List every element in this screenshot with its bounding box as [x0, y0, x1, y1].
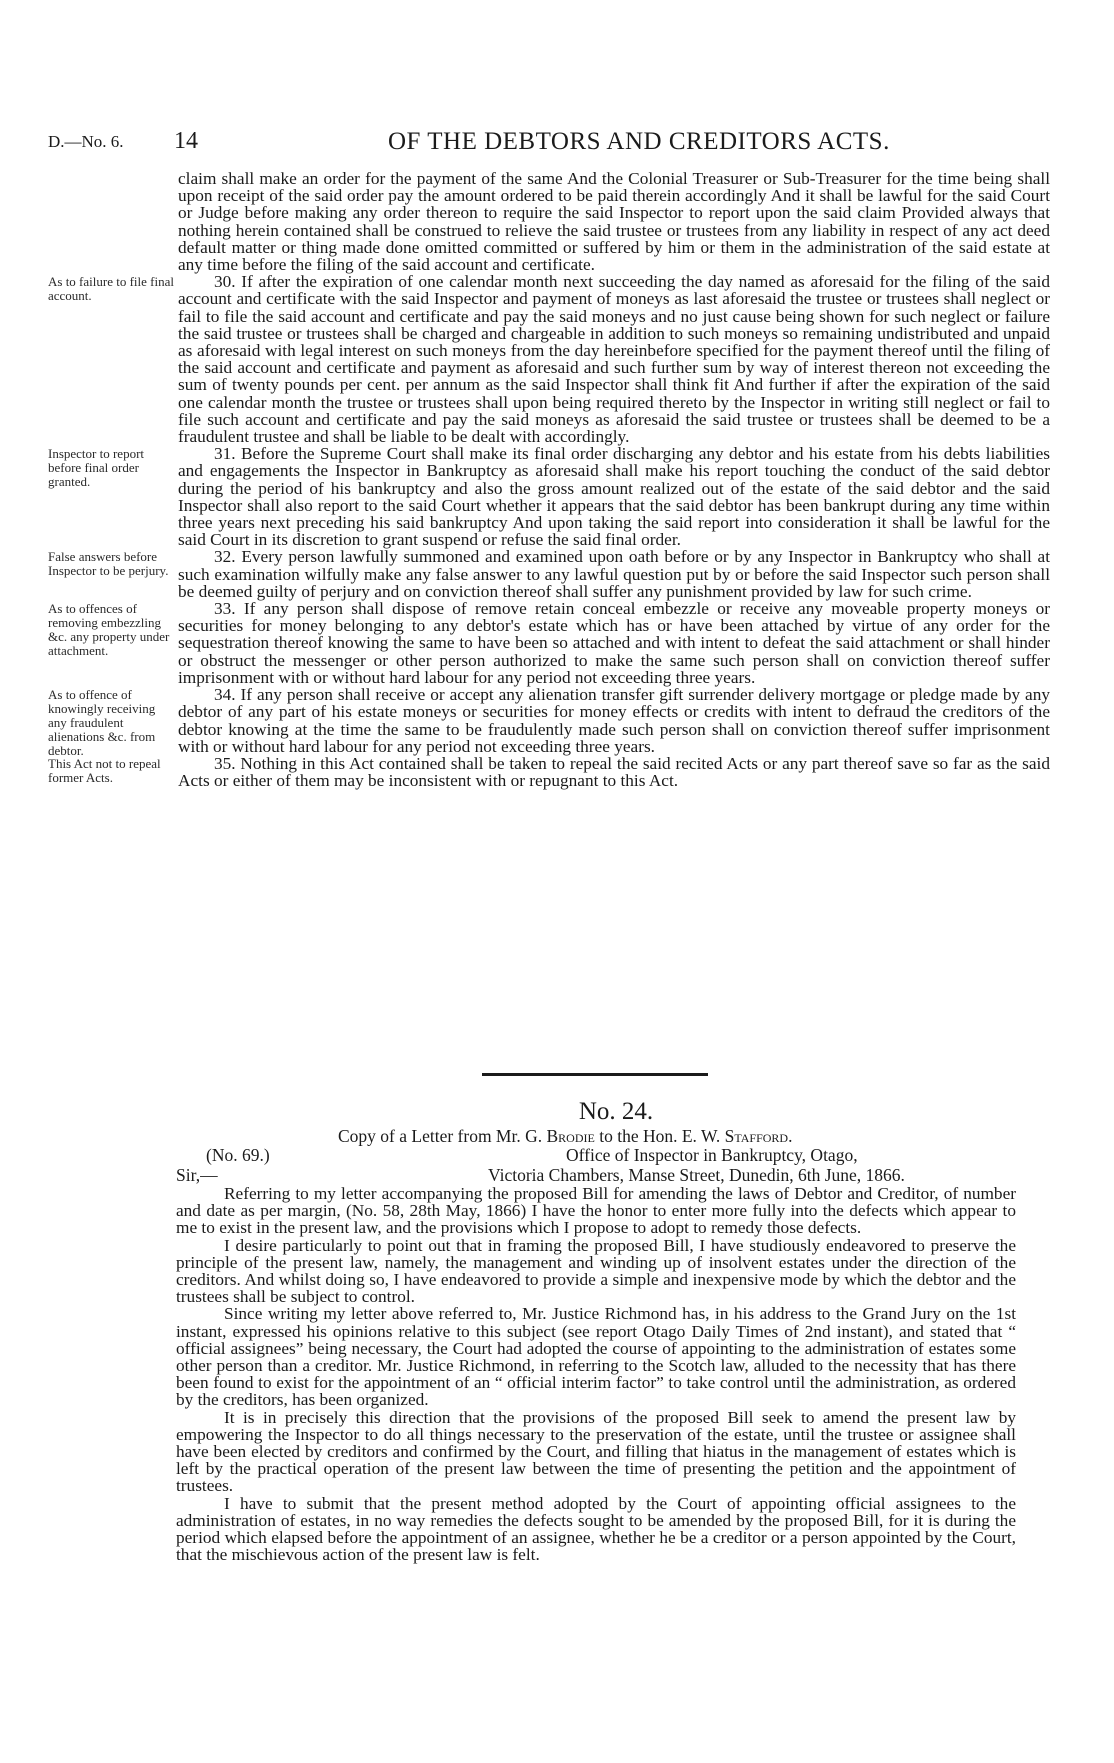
- heading-text: to the Hon. E. W.: [599, 1126, 721, 1146]
- section-text: claim shall make an order for the payment of the same And the Colonial Treasurer or Sub-Treasurer for the time being shall upon receipt of the said order pay the amount ordered to be paid therein accordingly And it shall be lawful for the said Court or Judge before making any order thereon to require the said Inspector to report upon the said claim Provided always that nothing herein contained shall be construed to relieve the said trustee or trustees from any liability in respect of any act deed default matter or thing made done omitted committed or suffered by him or them in the administration of the said estate at any time before the filing of the said account and certificate.: [178, 169, 1050, 275]
- section-32: [48, 548, 1058, 600]
- document-reference: D.—No. 6.: [48, 132, 124, 151]
- letter-office-line: [176, 1145, 1016, 1165]
- letter-paragraph: I desire particularly to point out that in framing the proposed Bill, I have studiously endeavored to preserve the principle of the present law, namely, the management and winding up of insolvent estates under the direction of the creditors. And whilst doing so, I have endeavored to provide a simple and inexpensive mode by which the debtor and the trustees shall be subject to control.: [176, 1235, 1016, 1307]
- section-text: 32. Every person lawfully summoned and examined upon oath before or by any Inspector in Bankruptcy who shall at such examination wilfully make any false answer to any lawful question put by or before the said Inspector such person shall be deemed guilty of perjury and on conviction thereof shall suffer any punishment provided by law for such crime.: [178, 547, 1050, 601]
- marginal-note: As to offences of removing embezzling &c. any property under attachment.: [48, 601, 170, 659]
- section-divider: [482, 1073, 708, 1076]
- letter-address-line: [176, 1165, 1016, 1185]
- section-text: 30. If after the expiration of one calendar month next succeeding the day named as aforesaid for the filing of the said account and certificate with the said Inspector and payment of moneys as last aforesaid the trustee or trustees shall neglect or fail to file the said account and certificate and pay the said moneys and no just cause being shown for such neglect or failure the said trustee or trustees shall be charged and chargeable in addition to such moneys so remaining undistributed and unpaid as aforesaid with legal interest on such moneys from the day hereinbefore specified for the payment thereof until the filing of the said account and certificate and payment as aforesaid and such further sum by way of interest thereon not exceeding the sum of twenty pounds per cent. per annum as the said Inspector shall think fit And further if after the expiration of the said one calendar month the trustee or trustees shall upon being required thereto by the Inspector in writing still neglect or fail to file such account and certificate and pay the said moneys as aforesaid the said trustee or trustees shall be deemed to be a fraudulent trustee and shall be liable to be dealt with accordingly.: [178, 272, 1050, 447]
- letter-office: Office of Inspector in Bankruptcy, Otago,: [566, 1145, 858, 1165]
- page-title: OF THE DEBTORS AND CREDITORS ACTS.: [388, 128, 890, 155]
- section-34: [48, 685, 1058, 759]
- section-35: [48, 755, 1058, 789]
- page-number: 14: [174, 128, 198, 154]
- letter-paragraph: Referring to my letter accompanying the proposed Bill for amending the laws of Debtor and Creditor, of number and date as per margin, (No. 58, 28th May, 1866) I have the honor to enter more fully into the defects which appear to me to exist in the present law, and the provisions which I propose to adopt to remedy those defects.: [176, 1184, 1016, 1238]
- sender-name: Brodie: [546, 1126, 595, 1146]
- marginal-note: As to failure to file final account.: [48, 274, 174, 304]
- marginal-note: This Act not to repeal former Acts.: [48, 755, 161, 785]
- section-text: 33. If any person shall dispose of remove retain conceal embezzle or receive any moveable property moneys or securities for money belonging to any debtor's estate which has or have been attached by virtue of any order for the sequestration thereof knowing the same to have been so attached and with intent to defeat the said attachment or shall hinder or obstruct the messenger or other person authorized to make the same such person shall on conviction thereof suffer imprisonment with or without hard labour for any period not exceeding three years.: [178, 599, 1050, 687]
- section-continuation: [48, 170, 1058, 273]
- marginal-note: False answers before Inspector to be perjury.: [48, 549, 169, 579]
- letter-number: No. 24.: [578, 1098, 654, 1125]
- section-33: [48, 600, 1058, 686]
- section-31: [48, 445, 1058, 548]
- act-body: [48, 170, 1058, 789]
- letter-paragraph: I have to submit that the present method adopted by the Court of appointing official assignees to the administration of estates, in no way remedies the defects sought to be amended by the proposed Bill, for it is during the period which elapsed before the appointment of an assignee, whether he be a creditor or a person appointed by the Court, that the mischievous action of the present law is felt.: [176, 1493, 1016, 1565]
- letter-no-24: [176, 1098, 1016, 1563]
- section-30: [48, 273, 1058, 445]
- letter-paragraph: Since writing my letter above referred to, Mr. Justice Richmond has, in his address to the Grand Jury on the 1st instant, expressed his opinions relative to this subject (see report Otago Daily Times of 2nd instant), and stated that “ official assignees” being necessary, the Court had adopted the course of appointing to the administration of estates some other person than a creditor. Mr. Justice Richmond, in referring to the Scotch law, alluded to the necessity that has there been found to exist for the appointment of an “ official interim factor” to take control until the administration, as ordered by the creditors, has been organized.: [176, 1304, 1016, 1410]
- letter-reference-number: (No. 69.): [206, 1145, 270, 1165]
- letter-address: Victoria Chambers, Manse Street, Dunedin, 6th June, 1866.: [488, 1165, 905, 1185]
- heading-text: Copy of a Letter from Mr. G.: [338, 1126, 543, 1146]
- marginal-note: Inspector to report before final order granted.: [48, 446, 145, 490]
- page-header: [48, 128, 1058, 160]
- section-text: 31. Before the Supreme Court shall make its final order discharging any debtor and his estate from his debts liabilities and engagements the Inspector in Bankruptcy as aforesaid shall make his report touching the conduct of the said debtor during the period of his bankruptcy and also the gross amount realized out of the estate of the said debtor and the said Inspector shall also report to the said Court whether it appears that the said debtor has been bankrupt during any time within three years next preceding his said bankruptcy And upon taking the said report into consideration it shall be lawful for the said Court in its discretion to grant suspend or refuse the said final order.: [178, 444, 1050, 550]
- marginal-note: As to offence of knowingly receiving any fraudulent alienations &c. from debtor.: [48, 687, 156, 759]
- letter-heading: [338, 1126, 1016, 1145]
- letter-paragraph: It is in precisely this direction that the provisions of the proposed Bill seek to amend the present law by empowering the Inspector to do all things necessary to the preservation of the estate, until the trustee or assignee shall have been elected by creditors and confirmed by the Court, and filling that hiatus in the management of estates which is left by the practical operation of the present law between the time of presenting the petition and the appointment of trustees.: [176, 1407, 1016, 1496]
- recipient-name: Stafford: [724, 1126, 789, 1146]
- section-text: 35. Nothing in this Act contained shall be taken to repeal the said recited Acts or any part thereof save so far as the said Acts or either of them may be inconsistent with or repugnant to this Act.: [178, 753, 1050, 791]
- heading-text: .: [788, 1126, 793, 1146]
- letter-salutation: Sir,—: [176, 1165, 218, 1185]
- section-text: 34. If any person shall receive or accept any alienation transfer gift surrender delivery mortgage or pledge made by any debtor of any part of his estate moneys or securities for money effects or credits with intent to defraud the creditors of the debtor knowing at the time the same to be fraudulently made such person shall on conviction thereof suffer imprisonment with or without hard labour for any period not exceeding three years.: [178, 685, 1050, 756]
